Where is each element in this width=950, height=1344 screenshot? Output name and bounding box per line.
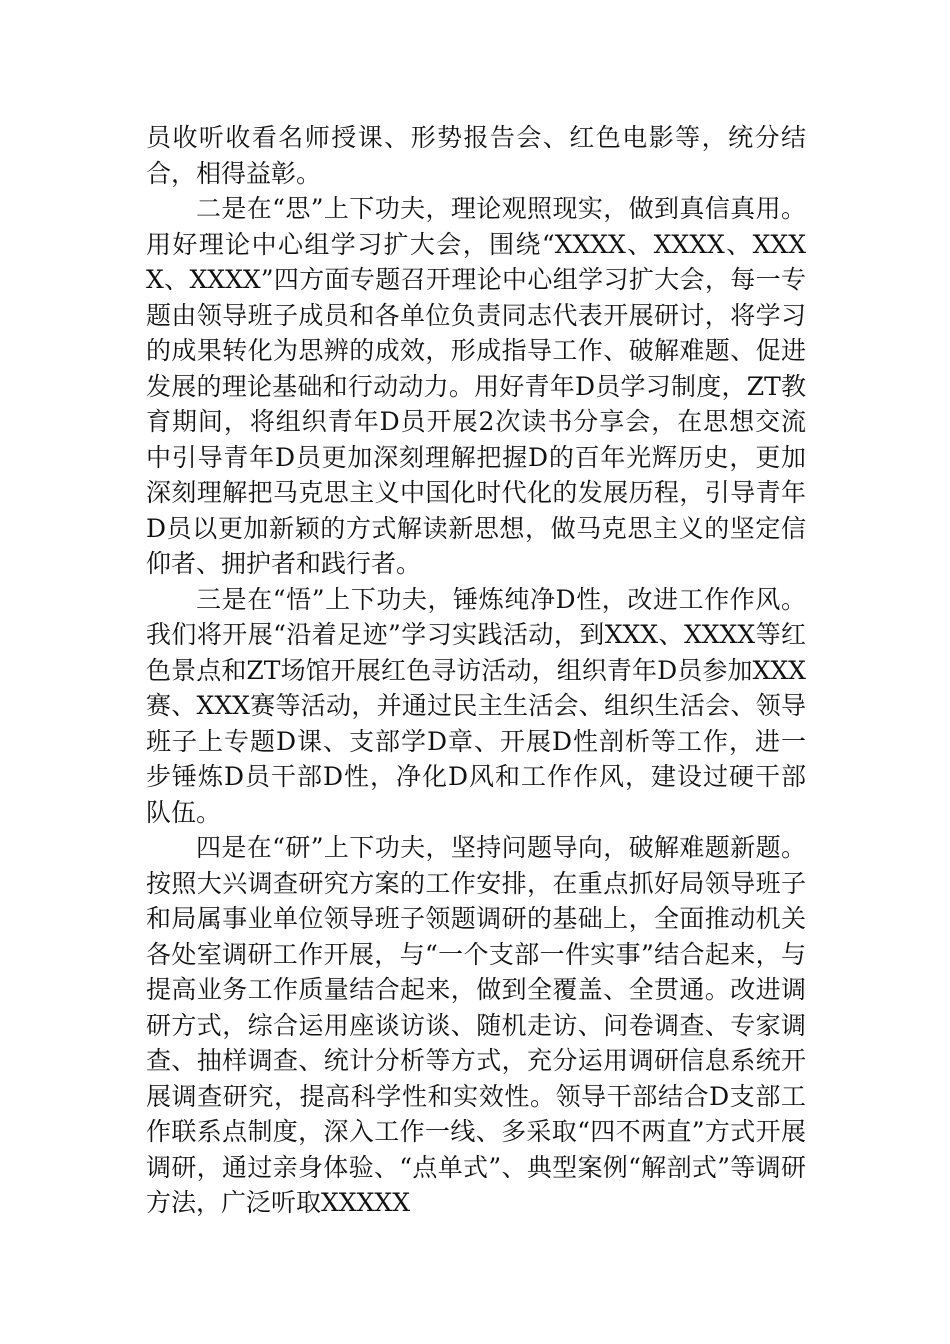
paragraph-continuation: 员收听收看名师授课、形势报告会、红色电影等，统分结合，相得益彰。 — [146, 123, 806, 188]
body-text — [146, 120, 806, 1221]
paragraph-research: 四是在“研”上下功夫，坚持问题导向，破解难题新题。按照大兴调查研究方案的工作安排，在重点抓好局领导班子和局属事业单位领导班子领题调研的基础上，全面推动机关各处室调研工作开展，与“一个支部一件实事”结合起来，与提高业务工作质量结合起来，做到全覆盖、全贯通。改进调研方式，综合运用座谈访谈、随机走访、问卷调查、专家调查、抽样调查、统计分析等方式，充分运用调研信息系统开展调查研究，提高科学性和实效性。领导干部结合D支部工作联系点制度，深入工作一线、多采取“四不两直”方式开展调研，通过亲身体验、“点单式”、典型案例“解剖式”等调研方法，广泛听取XXXXX — [146, 833, 806, 1217]
paragraph-thinking: 二是在“思”上下功夫，理论观照现实，做到真信真用。用好理论中心组学习扩大会，围绕“XXXX、XXXX、XXXX、XXXX”四方面专题召开理论中心组学习扩大会，每一专题由领导班子成员和各单位负责同志代表开展研讨，将学习的成果转化为思辨的成效，形成指导工作、破解难题、促进发展的理论基础和行动动力。用好青年D员学习制度，ZT教育期间，将组织青年D员开展2次读书分享会，在思想交流中引导青年D员更加深刻理解把握D的百年光辉历史，更加深刻理解把马克思主义中国化时代化的发展历程，引导青年D员以更加新颖的方式解读新思想，做马克思主义的坚定信仰者、拥护者和践行者。 — [146, 194, 806, 578]
paragraph-understanding: 三是在“悟”上下功夫，锤炼纯净D性，改进工作作风。我们将开展“沿着足迹”学习实践活动，到XXX、XXXX等红色景点和ZT场馆开展红色寻访活动，组织青年D员参加XXX赛、XXX赛等活动，并通过民主生活会、组织生活会、领导班子上专题D课、支部学D章、开展D性剖析等工作，进一步锤炼D员干部D性，净化D风和工作作风，建设过硬干部队伍。 — [146, 584, 806, 827]
